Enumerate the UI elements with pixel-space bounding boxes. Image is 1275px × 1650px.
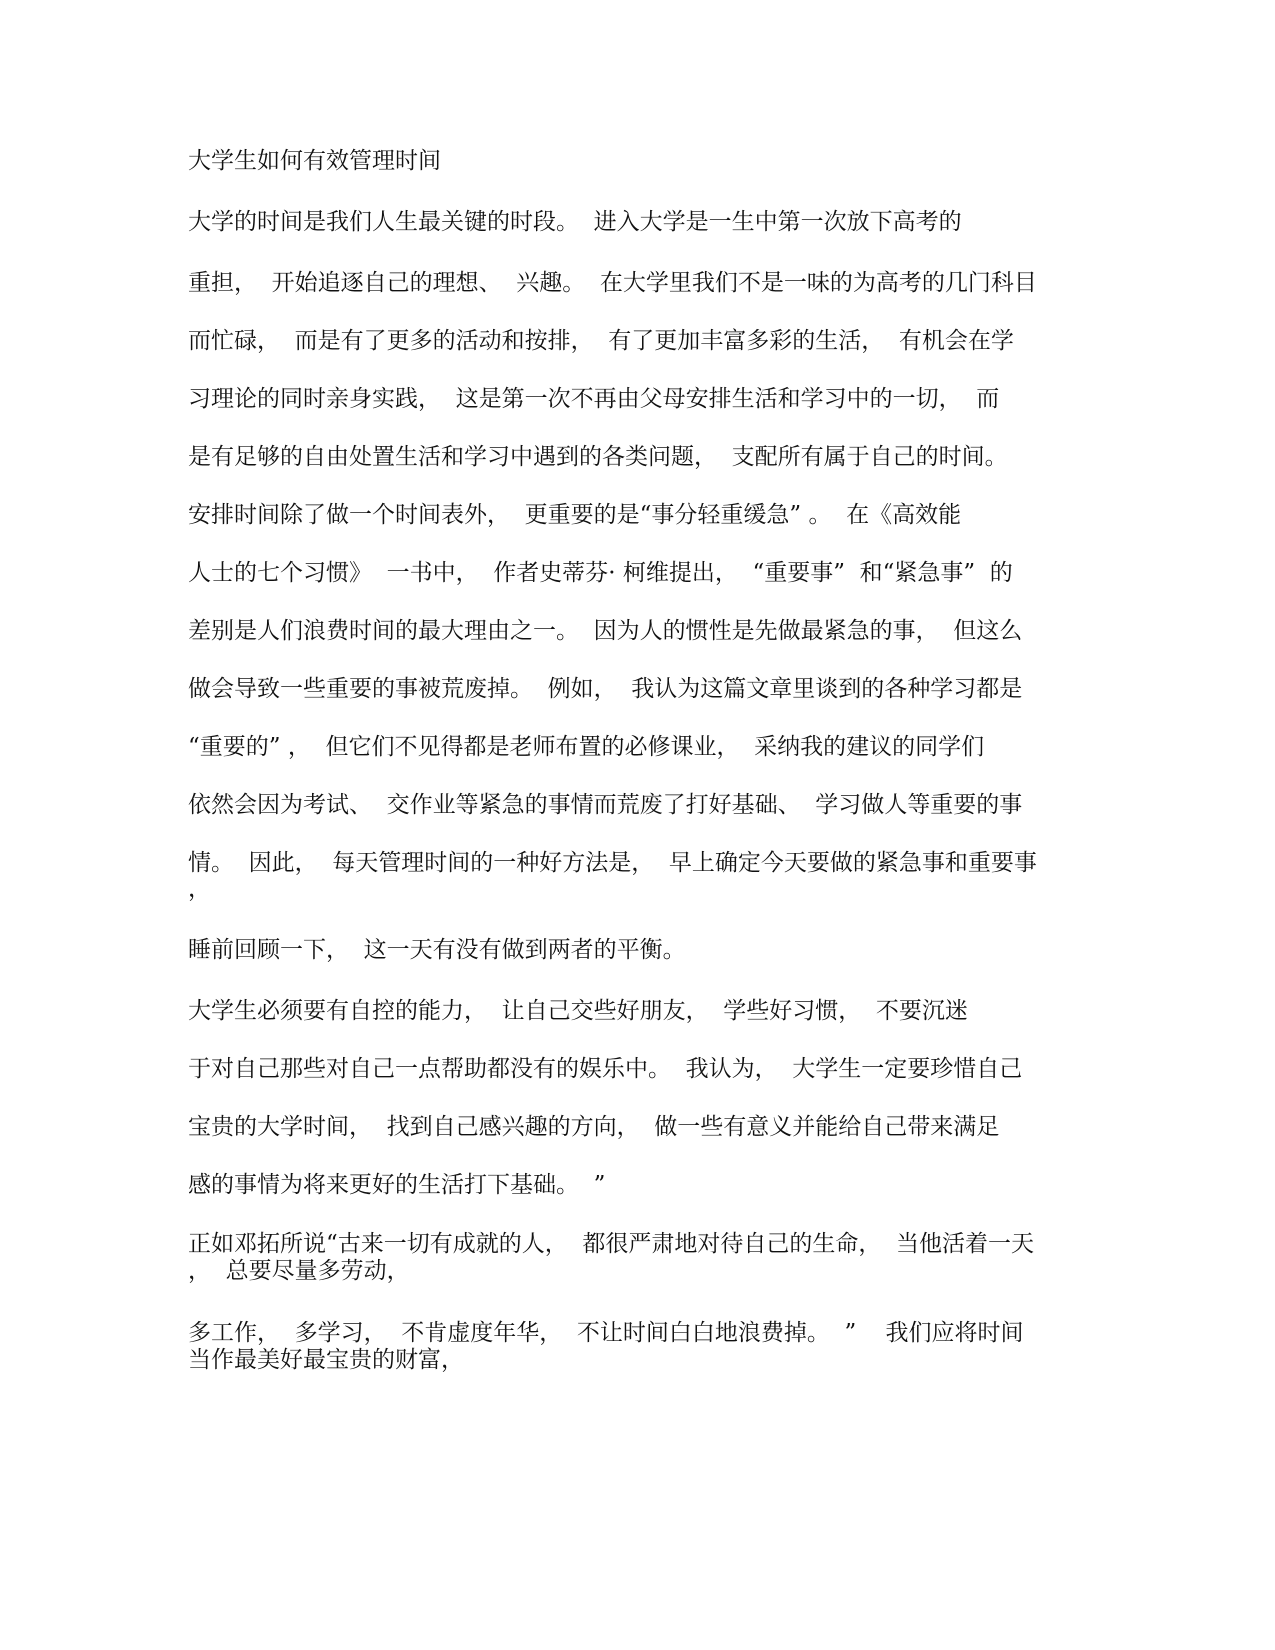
paragraph-line: 感的事情为将来更好的生活打下基础。 ”	[188, 1172, 606, 1198]
paragraph-line: 睡前回顾一下， 这一天有没有做到两者的平衡。	[188, 937, 686, 963]
paragraph-line: 做会导致一些重要的事被荒废掉。 例如， 我认为这篇文章里谈到的各种学习都是	[188, 676, 1023, 702]
paragraph-line: 于对自己那些对自己一点帮助都没有的娱乐中。 我认为， 大学生一定要珍惜自己	[188, 1056, 1023, 1082]
paragraph-line: 多工作， 多学习， 不肯虚度年华， 不让时间白白地浪费掉。 ” 我们应将时间	[188, 1320, 1024, 1346]
paragraph-line: 而忙碌， 而是有了更多的活动和按排， 有了更加丰富多彩的生活， 有机会在学	[188, 328, 1014, 354]
paragraph-line: 是有足够的自由处置生活和学习中遇到的各类问题， 支配所有属于自己的时间。	[188, 444, 1008, 470]
paragraph-line: 正如邓拓所说“古来一切有成就的人， 都很严肃地对待自己的生命， 当他活着一天	[188, 1231, 1035, 1257]
paragraph-line: 差别是人们浪费时间的最大理由之一。 因为人的惯性是先做最紧急的事， 但这么	[188, 618, 1023, 644]
paragraph-line: ， 总要尽量多劳动，	[188, 1258, 410, 1284]
paragraph-line: ，	[188, 876, 211, 902]
document-title: 大学生如何有效管理时间	[188, 148, 441, 174]
paragraph-line: 大学生必须要有自控的能力， 让自己交些好朋友， 学些好习惯， 不要沉迷	[188, 998, 968, 1024]
paragraph-line: 大学的时间是我们人生最关键的时段。 进入大学是一生中第一次放下高考的	[188, 209, 962, 235]
paragraph-line: 重担， 开始追逐自己的理想、 兴趣。 在大学里我们不是一味的为高考的几门科目	[188, 270, 1037, 296]
paragraph-line: 习理论的同时亲身实践， 这是第一次不再由父母安排生活和学习中的一切， 而	[188, 386, 1000, 412]
paragraph-line: 情。 因此， 每天管理时间的一种好方法是， 早上确定今天要做的紧急事和重要事	[188, 850, 1037, 876]
paragraph-line: 宝贵的大学时间， 找到自己感兴趣的方向， 做一些有意义并能给自己带来满足	[188, 1114, 1000, 1140]
paragraph-line: 依然会因为考试、 交作业等紧急的事情而荒废了打好基础、 学习做人等重要的事	[188, 792, 1023, 818]
paragraph-line: 人士的七个习惯》 一书中， 作者史蒂芬· 柯维提出， “重要事” 和“紧急事” 的	[188, 560, 1013, 586]
paragraph-line: 当作最美好最宝贵的财富，	[188, 1347, 464, 1373]
paragraph-line: “重要的” ， 但它们不见得都是老师布置的必修课业， 采纳我的建议的同学们	[188, 734, 985, 760]
paragraph-line: 安排时间除了做一个时间表外， 更重要的是“事分轻重缓急” 。 在《高效能	[188, 502, 962, 528]
